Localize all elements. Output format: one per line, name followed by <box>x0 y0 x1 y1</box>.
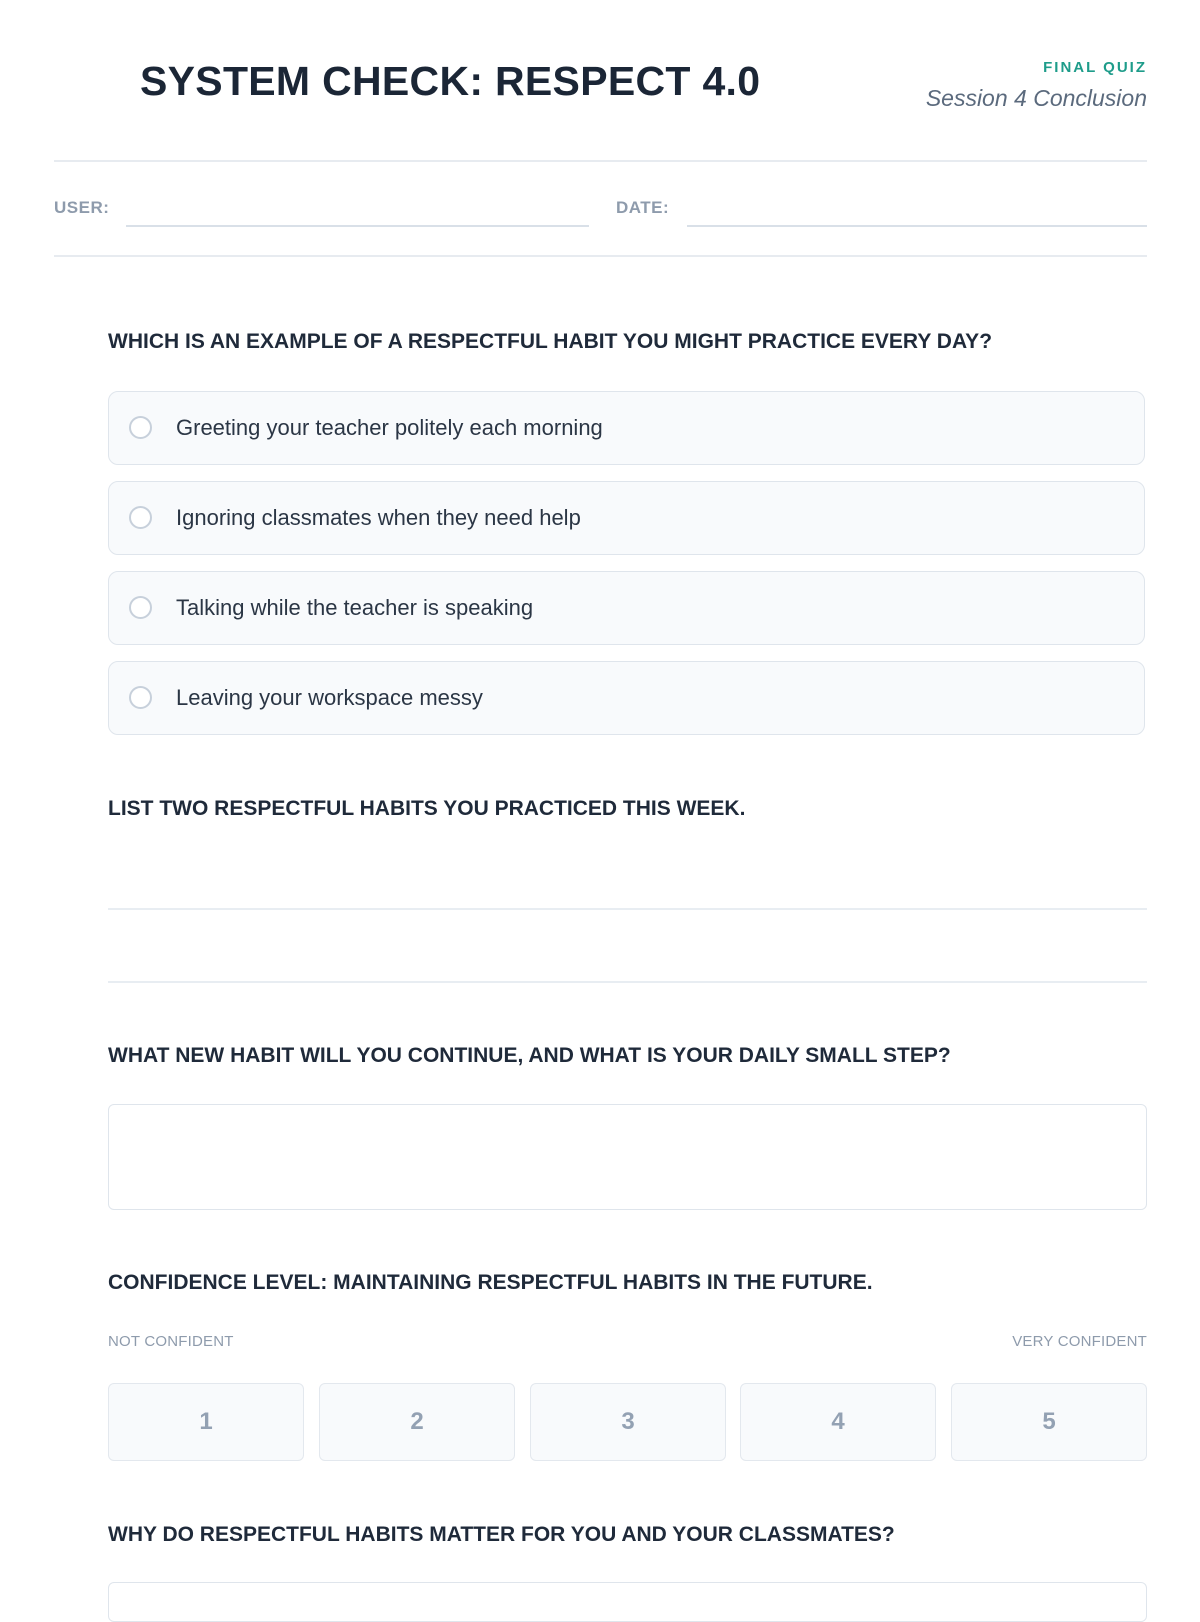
quiz-tag: FINAL QUIZ <box>1043 59 1147 76</box>
scale-low-label: NOT CONFIDENT <box>108 1333 234 1350</box>
option-label: Talking while the teacher is speaking <box>176 595 534 620</box>
scale-option-5[interactable]: 5 <box>951 1383 1147 1461</box>
date-label: DATE: <box>616 198 670 217</box>
question-1: WHICH IS AN EXAMPLE OF A RESPECTFUL HABIT YOU MIGHT PRACTICE EVERY DAY? <box>108 330 993 353</box>
option-2[interactable] <box>108 481 1145 555</box>
scale-option-3[interactable]: 3 <box>530 1383 726 1461</box>
option-label: Leaving your workspace messy <box>176 685 483 710</box>
user-field[interactable] <box>126 225 589 227</box>
user-label: USER: <box>54 198 110 217</box>
question-3: WHAT NEW HABIT WILL YOU CONTINUE, AND WHAT IS YOUR DAILY SMALL STEP? <box>108 1044 951 1067</box>
session-subtitle: Session 4 Conclusion <box>925 85 1147 111</box>
option-label: Ignoring classmates when they need help <box>176 505 581 530</box>
question-4: CONFIDENCE LEVEL: MAINTAINING RESPECTFUL HABITS IN THE FUTURE. <box>108 1271 873 1294</box>
scale-high-label: VERY CONFIDENT <box>1012 1333 1147 1350</box>
question-2: LIST TWO RESPECTFUL HABITS YOU PRACTICED THIS WEEK. <box>108 797 746 820</box>
fields-divider <box>54 255 1147 257</box>
header-divider <box>54 160 1147 162</box>
option-3[interactable] <box>108 571 1145 645</box>
option-1[interactable] <box>108 391 1145 465</box>
radio-icon[interactable] <box>129 416 152 439</box>
habit-answer-box[interactable] <box>108 1104 1147 1210</box>
option-4[interactable] <box>108 661 1145 735</box>
radio-icon[interactable] <box>129 596 152 619</box>
scale-option-4[interactable]: 4 <box>740 1383 936 1461</box>
radio-icon[interactable] <box>129 686 152 709</box>
option-label: Greeting your teacher politely each morning <box>176 415 603 440</box>
date-field[interactable] <box>687 225 1147 227</box>
question-5: WHY DO RESPECTFUL HABITS MATTER FOR YOU AND YOUR CLASSMATES? <box>108 1523 895 1546</box>
scale-option-1[interactable]: 1 <box>108 1383 304 1461</box>
why-answer-box[interactable] <box>108 1582 1147 1622</box>
radio-icon[interactable] <box>129 506 152 529</box>
scale-option-2[interactable]: 2 <box>319 1383 515 1461</box>
page-title: SYSTEM CHECK: RESPECT 4.0 <box>140 58 761 104</box>
header-meta <box>926 58 1147 112</box>
answer-line-2[interactable] <box>108 981 1147 983</box>
answer-line-1[interactable] <box>108 908 1147 910</box>
